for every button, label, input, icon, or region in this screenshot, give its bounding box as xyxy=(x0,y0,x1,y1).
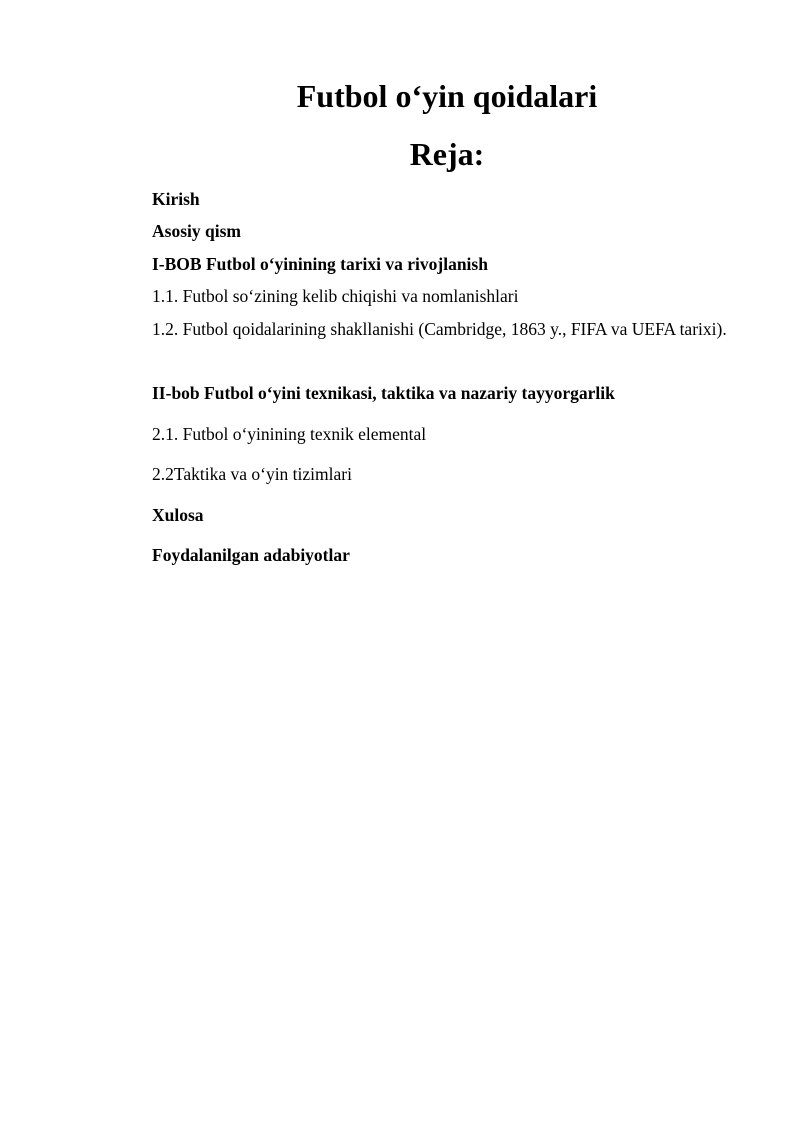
toc-item-introduction: Kirish xyxy=(152,189,200,209)
toc-item-section-2-2: 2.2Taktika va o‘yin tizimlari xyxy=(152,464,352,484)
toc-item-section-2-1: 2.1. Futbol o‘yinining texnik elemental xyxy=(152,424,427,444)
document-title: Futbol o‘yin qoidalari xyxy=(296,78,598,114)
toc-item-chapter-1: I-BOB Futbol o‘yinining tarixi va rivojlanish xyxy=(152,254,488,274)
toc-item-references: Foydalanilgan adabiyotlar xyxy=(152,545,350,565)
plan-heading: Reja: xyxy=(409,136,485,172)
toc-item-section-1-2: 1.2. Futbol qoidalarining shakllanishi (Cambridge, 1863 y., FIFA va UEFA tarixi). xyxy=(152,319,727,339)
toc-item-chapter-2: II-bob Futbol o‘yini texnikasi, taktika va nazariy tayyorgarlik xyxy=(152,383,615,403)
toc-item-main-part: Asosiy qism xyxy=(152,221,241,241)
toc-item-section-1-1: 1.1. Futbol so‘zining kelib chiqishi va nomlanishlari xyxy=(152,286,519,306)
toc-item-conclusion: Xulosa xyxy=(152,505,204,525)
